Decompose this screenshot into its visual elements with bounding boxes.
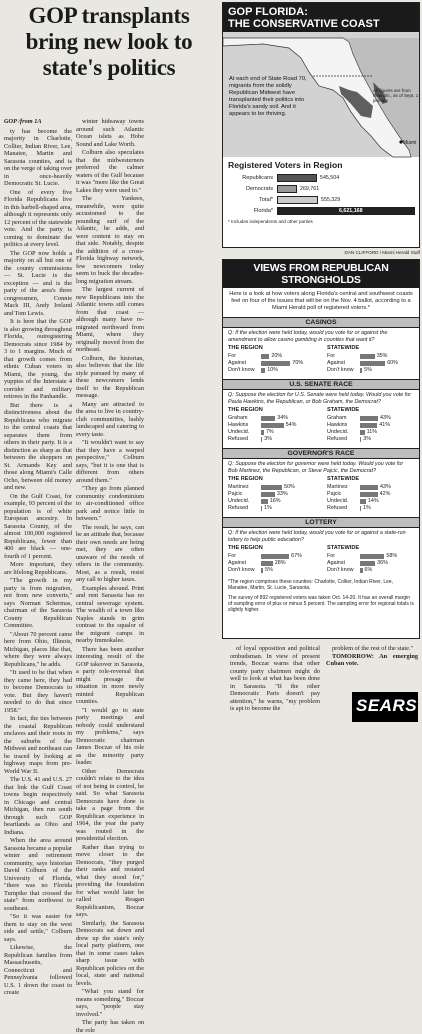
poll-bar xyxy=(360,361,385,366)
article-paragraph: "What you stand for means something," Boczar says, "people stay involved." xyxy=(76,988,144,1018)
poll-row-label: Don't know xyxy=(327,367,354,373)
poll-bar xyxy=(360,416,378,421)
poll-bar xyxy=(261,492,275,497)
statewide-column-header: STATEWIDE xyxy=(327,476,360,482)
poll-bar xyxy=(360,430,365,435)
poll-row-label: Hawkins xyxy=(327,422,348,428)
article-paragraph: ty has become the majority in Charlotte, Collier, Indian River, Lee, Manatee, Martin and Sarasota counties, and is on the verge of taking over in once-heavily Democratic St. Lucie. xyxy=(4,127,72,187)
poll-section-title: GOVERNOR'S RACE xyxy=(223,448,419,459)
poll-bar xyxy=(261,554,289,559)
poll-sections xyxy=(223,317,419,577)
poll-question: Q: Suppose the election for U.S. Senate were held today. Would you vote for Paula Hawkins, the Republican, or Bob Graham, the Democrat? xyxy=(228,392,411,405)
article-paragraph: When the area around Sarasota became a popular winter and retirement community, says historian David Colburn of the University of Florida, "there was no Florida Turnpike that crossed the state" from northwest to southeast. xyxy=(4,837,72,912)
poll-row-label: For xyxy=(228,553,237,559)
registered-voters-bar xyxy=(277,196,318,204)
registered-voters-row xyxy=(223,184,419,195)
poll-value: 67% xyxy=(291,553,302,559)
article-paragraph: More important, they are lifelong Republicans. xyxy=(4,561,72,576)
poll-bar xyxy=(261,437,262,442)
article-paragraph: "It wouldn't want to say that they have a warped perspective," Colburn says, "but it is one that is different from others around them." xyxy=(76,439,144,484)
poll-bar xyxy=(261,430,264,435)
registered-voters-row xyxy=(223,206,419,217)
poll-intro: Here is a look at how voters along Florida's central and southwest coasts feel on four of the issues that will be on the Nov. 4 ballot, according to a Miami Herald poll of registered voters.* xyxy=(229,291,413,311)
poll-bar xyxy=(360,561,375,566)
region-column-header: THE REGION xyxy=(228,545,263,551)
poll-value: 5% xyxy=(265,567,273,573)
poll-bar xyxy=(261,416,275,421)
poll-section-title: LOTTERY xyxy=(223,517,419,528)
registered-voters-label: Republicans xyxy=(242,175,273,181)
headline: GOP transplants bring new look to state's politics xyxy=(25,3,193,80)
poll-value: 54% xyxy=(285,422,297,428)
article-column-1 xyxy=(4,118,72,996)
poll-bar xyxy=(360,554,384,559)
map-note: At each end of State Road 70, migrants from the solidly Republican Midwest have transplanted their politics into Florida's sandy soil. And it appears to be thriving. xyxy=(229,76,307,117)
registered-voters-value: 6,621,168 xyxy=(339,208,363,214)
poll-value: 42% xyxy=(379,491,391,497)
article-paragraph: Rather than trying to move closer to the Democrats, "they purged their ranks and restated what they stood for," providing the foundation for what would later be called Reagan Republicanism, Boczar says. xyxy=(76,843,144,918)
region-column-header: THE REGION xyxy=(228,476,263,482)
poll-results xyxy=(223,345,419,377)
poll-row-label: Against xyxy=(228,560,246,566)
poll-value: 16% xyxy=(269,498,281,504)
poll-header: VIEWS FROM REPUBLICAN STRONGHOLDS xyxy=(223,260,419,288)
poll-row-label: Pajcic xyxy=(327,491,342,497)
article-paragraph: "About 70 percent came here from Ohio, Illinois, Michigan, places like that, where they were always Republicans," he adds. xyxy=(4,630,72,668)
map-graphic xyxy=(222,2,420,248)
poll-bar xyxy=(360,499,366,504)
map-title-line-2: THE CONSERVATIVE COAST xyxy=(228,18,380,30)
poll-section-title: CASINOS xyxy=(223,317,419,328)
poll-bar xyxy=(360,568,363,573)
poll-value: 36% xyxy=(377,560,388,566)
poll-bar xyxy=(261,361,290,366)
article-paragraph: "They go from planned community condominium to air-conditioned office park and notice little in between." xyxy=(76,485,144,522)
poll-row-label: Refused xyxy=(228,436,249,442)
article-paragraph: Colburn, the historian, also believes that the life style pursued by many of these newcomers lends itself to the Republican message. xyxy=(76,354,144,399)
poll-bar xyxy=(261,568,263,573)
registered-voters-bar xyxy=(277,185,297,193)
poll-row-label: Don't know xyxy=(228,567,255,573)
article-paragraph: "It used to be that when they came here, they had to become Democrats to vote. But they haven't needed to do that since 1958." xyxy=(4,669,72,714)
poll-row-label: Don't know xyxy=(327,567,354,573)
poll-row-label: For xyxy=(327,353,336,359)
article-paragraph: The party has taken on the role xyxy=(76,1019,144,1034)
tomorrow-teaser: TOMORROW: An emerging Cuban vote. xyxy=(326,652,418,667)
article-column-2 xyxy=(76,118,145,1034)
poll-bar xyxy=(261,423,284,428)
article-paragraph: of loyal opposition and political ombudsman. In view of present trends, Boczar warns that other county party chairmen might do well to look at what has been done in Sarasota. "If the other Democratic Parts doesn't pay attention," he warns, "my problem is apt to become the xyxy=(230,645,320,712)
article-paragraph: problem of the rest of the state." xyxy=(332,645,414,652)
registered-voters-label: Total* xyxy=(259,197,273,203)
article-paragraph: In fact, the ties between the coastal Republican enclaves and their roots in the suburbs of the Midwest and northeast can be traced by looking at highway maps from pre-World War II. xyxy=(4,715,72,775)
statewide-column-header: STATEWIDE xyxy=(327,407,360,413)
poll-value: 20% xyxy=(271,353,283,359)
registered-voters-chart xyxy=(223,173,419,217)
poll-section-title: U.S. SENATE RACE xyxy=(223,379,419,390)
poll-row-label: Hawkins xyxy=(228,422,249,428)
region-column-header: THE REGION xyxy=(228,407,263,413)
florida-map xyxy=(223,32,419,157)
poll-value: 1% xyxy=(363,505,371,511)
poll-results xyxy=(223,407,419,446)
poll-row-label: Refused xyxy=(327,436,348,442)
map-title-line-1: GOP FLORIDA: xyxy=(228,6,308,18)
poll-row-label: Graham xyxy=(228,415,248,421)
poll-value: 7% xyxy=(265,429,274,435)
poll-value: 3% xyxy=(363,436,372,442)
article-paragraph: Many are attracted to the area to live in country-club communities, lushly landscaped and catering to every taste. xyxy=(76,400,144,438)
poll-row-label: Undecid. xyxy=(228,498,250,504)
poll-bar xyxy=(360,506,361,511)
poll-row-label: Martinez xyxy=(327,484,348,490)
article-paragraph: "I would go to state party meetings and nobody could understand my problems," says Democratic chairman James Boczar of his role as the minority party leader. xyxy=(76,706,144,766)
article-paragraph: "The growth in my party is from migration, not from new converts," says Norman Schermas, chairman of the Sarasota County Republican Committee. xyxy=(4,577,72,629)
poll-footnote-counties: *The region comprises these counties: Charlotte, Collier, Indian River, Lee, Manatee, Martin, St. Lucie, Sarasota. xyxy=(228,579,394,591)
poll-value: 3% xyxy=(264,436,273,442)
registered-voters-value: 269,761 xyxy=(300,186,320,192)
poll-row-label: Graham xyxy=(327,415,347,421)
sears-ad[interactable] xyxy=(352,692,418,722)
poll-value: 43% xyxy=(380,415,391,421)
article-paragraph: There has been another interesting result of the GOP takeover in Sarasota, a party role-reversal that might presage the situation in more newly minted Republican counties. xyxy=(76,645,144,705)
poll-bar xyxy=(261,354,269,359)
poll-value: 34% xyxy=(277,415,289,421)
poll-value: 28% xyxy=(274,560,286,566)
registered-voters-row xyxy=(223,195,419,206)
article-paragraph: "So it was easier for them to stay on the west side and settle," Colburn says. xyxy=(4,913,72,943)
poll-row-label: Pajcic xyxy=(228,491,243,497)
poll-bar xyxy=(261,506,262,511)
poll-value: 11% xyxy=(366,429,377,435)
poll-bar xyxy=(360,354,375,359)
map-city-label: Miami xyxy=(403,140,417,146)
statewide-column-header: STATEWIDE xyxy=(327,545,360,551)
registered-voters-value: 545,504 xyxy=(320,175,340,181)
statewide-column-header: STATEWIDE xyxy=(327,345,360,351)
poll-row-label: Against xyxy=(228,360,246,366)
article-paragraph: Likewise, the Republican families from Massachusetts, Connecticut and Pennsylvania followed U.S. 1 down the coast to create xyxy=(4,944,72,996)
poll-row-label: Against xyxy=(327,360,345,366)
poll-graphic xyxy=(222,259,420,639)
article-paragraph: Examples abound. Print and rent Sarasota has no central sewerage system. The wealth of a town like Naples stands in grim contrast to the squalor of the migrant camps in nearby Immokalee. xyxy=(76,584,144,644)
article-paragraph: The Yankees, meanwhile, were quite accustomed to the pounding surf of the Atlantic, he adds, and were content to stay on that side. Notably, despite the addition of a cross-Florida highway network, few newcomers today seem to buck the decades-long migration stream. xyxy=(76,195,144,285)
poll-question: Q: If the election were held today, would you vote for or against the amendment to allow casino gambling in counties that want it? xyxy=(228,330,388,343)
poll-value: 1% xyxy=(264,505,272,511)
registered-voters-label: Florida* xyxy=(253,208,273,214)
article-paragraph: The U.S. 41 and U.S. 27 that link the Gulf Coast towns begin respectively in Chicago and central Michigan, then run south through such GOP heartlands as Ohio and Indiana. xyxy=(4,776,72,836)
poll-row-label: Martinez xyxy=(228,484,249,490)
article-paragraph: The GOP now holds a majority on all but one of the county commissions — St. Lucie is the exception — and is the party of the area's three congressmen, Connie Mack III, Andy Ireland and Tom Lewis. xyxy=(4,249,72,317)
poll-row-label: For xyxy=(327,553,336,559)
poll-row-label: Refused xyxy=(327,505,348,511)
poll-question: Q: Suppose the election for governor were held today. Would you vote for Bob Martinez, the Republican, or Steve Pajcic, the Democrat? xyxy=(228,461,404,474)
poll-row-label: Refused xyxy=(228,505,249,511)
poll-bar xyxy=(360,492,378,497)
article-paragraph: Other Democrats couldn't relate to the idea of not being in control, he said. So what Sarasota Democrats have done is take a page from the Republican experience in 1964, the year the party was routed in the presidential election. xyxy=(76,767,144,842)
poll-value: 58% xyxy=(386,553,398,559)
poll-results xyxy=(223,545,419,577)
article-paragraph: The largest current of new Republicans into the Atlantic towns still comes from that coast — although many have re-migrated northward from Miami, where they originally moved from the northeast. xyxy=(76,286,144,353)
poll-results xyxy=(223,476,419,515)
poll-row-label: Against xyxy=(327,560,345,566)
poll-bar xyxy=(261,485,282,490)
article-paragraph: One of every five Florida Republicans live in this harbell-shaped area, although it represents only 12 percent of the statewide vote. And the party is coming to dominate the politics at every level. xyxy=(4,188,72,248)
article-paragraph: It is here that the GOP is also growing throughout Florida, outregistering Democrats since 1984 by 3 to 1 margins. Much of that growth comes from ethnic Cuban voters in Miami, the young, the yuppies of the Interstate 4 corridor and military retirees in the Panhandle. xyxy=(4,318,72,400)
poll-bar xyxy=(360,437,361,442)
poll-value: 10% xyxy=(267,367,278,373)
registered-voters-title: Registered Voters in Region xyxy=(228,160,343,170)
graphic-credit: DAN CLIFFORD / Miami Herald Staff xyxy=(344,250,420,255)
map-legend: All figures are from Republic, as of Sept. 1 primary xyxy=(373,88,419,103)
article-paragraph: Similarly, the Sarasota Democrats sat down and drew up the state's only local party platform, one that in some cases takes sharp issue with Republican policies on the local, state and national levels. xyxy=(76,919,144,987)
poll-bar xyxy=(261,499,268,504)
poll-row-label: Don't know xyxy=(228,367,255,373)
poll-bar xyxy=(360,485,378,490)
poll-value: 50% xyxy=(284,484,295,490)
region-column-header: THE REGION xyxy=(228,345,263,351)
registered-voters-bar xyxy=(277,174,317,182)
article-paragraph: winter hideaway towns around such Atlantic Ocean islets as Hobe Sound and Lake Worth. xyxy=(76,118,144,148)
poll-value: 43% xyxy=(380,484,391,490)
article-paragraph: But there is a distinctiveness about the Republicans who migrate to the central coasts that separates them from others in their party. It is a distinction as sharp as that between the shoppers on St. Armands Key and those along Miami's Calle Ocho, between old money and new. xyxy=(4,401,72,491)
poll-row-label: Undecid. xyxy=(228,429,250,435)
poll-bar xyxy=(360,423,377,428)
byline: GOP /from 1A xyxy=(4,118,42,125)
poll-value: 35% xyxy=(376,353,388,359)
poll-bar xyxy=(261,368,265,373)
poll-value: 33% xyxy=(276,491,288,497)
poll-value: 70% xyxy=(292,360,304,366)
article-paragraph: The result, he says, can be an attitude that, because their own needs are being met, they are often unaware of the needs of others in the community. Most, as a result, resist any call to higher taxes. xyxy=(76,523,145,583)
poll-row-label: Undecid. xyxy=(327,429,349,435)
poll-row-label: For xyxy=(228,353,237,359)
registered-voters-note: * Includes independents and other parties xyxy=(228,219,313,224)
sears-logo: SEARS xyxy=(356,696,418,715)
article-column-3 xyxy=(230,645,320,713)
poll-value: 6% xyxy=(364,567,373,573)
poll-bar xyxy=(261,561,273,566)
map-header xyxy=(223,3,419,32)
registered-voters-label: Democrats xyxy=(245,186,273,192)
article-paragraph: Colburn also speculates that the midwesterners preferred the calmer waters of the Gulf because it was "more like the Great Lakes they were used to." xyxy=(76,149,144,194)
poll-footnote-method: The survey of 892 registered voters was taken Oct. 14-20. It has an overall margin of sampling error of plus or minus 5 percent. The sampling error for regional totals is slightly higher. xyxy=(228,595,414,613)
poll-row-label: Undecid. xyxy=(327,498,349,504)
poll-question: Q: If the election were held today, would you vote for or against a state-run lottery to help public education? xyxy=(228,530,406,543)
article-paragraph: On the Gulf Coast, for example, 93 percent of the population is of white European ancestry. In Sarasota County, of the almost 100,000 registered Republicans, fewer than 400 are black — one-fourth of 1 percent. xyxy=(4,492,72,560)
poll-bar xyxy=(360,368,362,373)
poll-value: 41% xyxy=(379,422,391,428)
poll-value: 60% xyxy=(387,360,398,366)
registered-voters-value: 555,329 xyxy=(321,197,341,203)
poll-value: 14% xyxy=(367,498,379,504)
poll-value: 5% xyxy=(364,367,372,373)
registered-voters-row xyxy=(223,173,419,184)
article-column-4 xyxy=(326,645,418,668)
